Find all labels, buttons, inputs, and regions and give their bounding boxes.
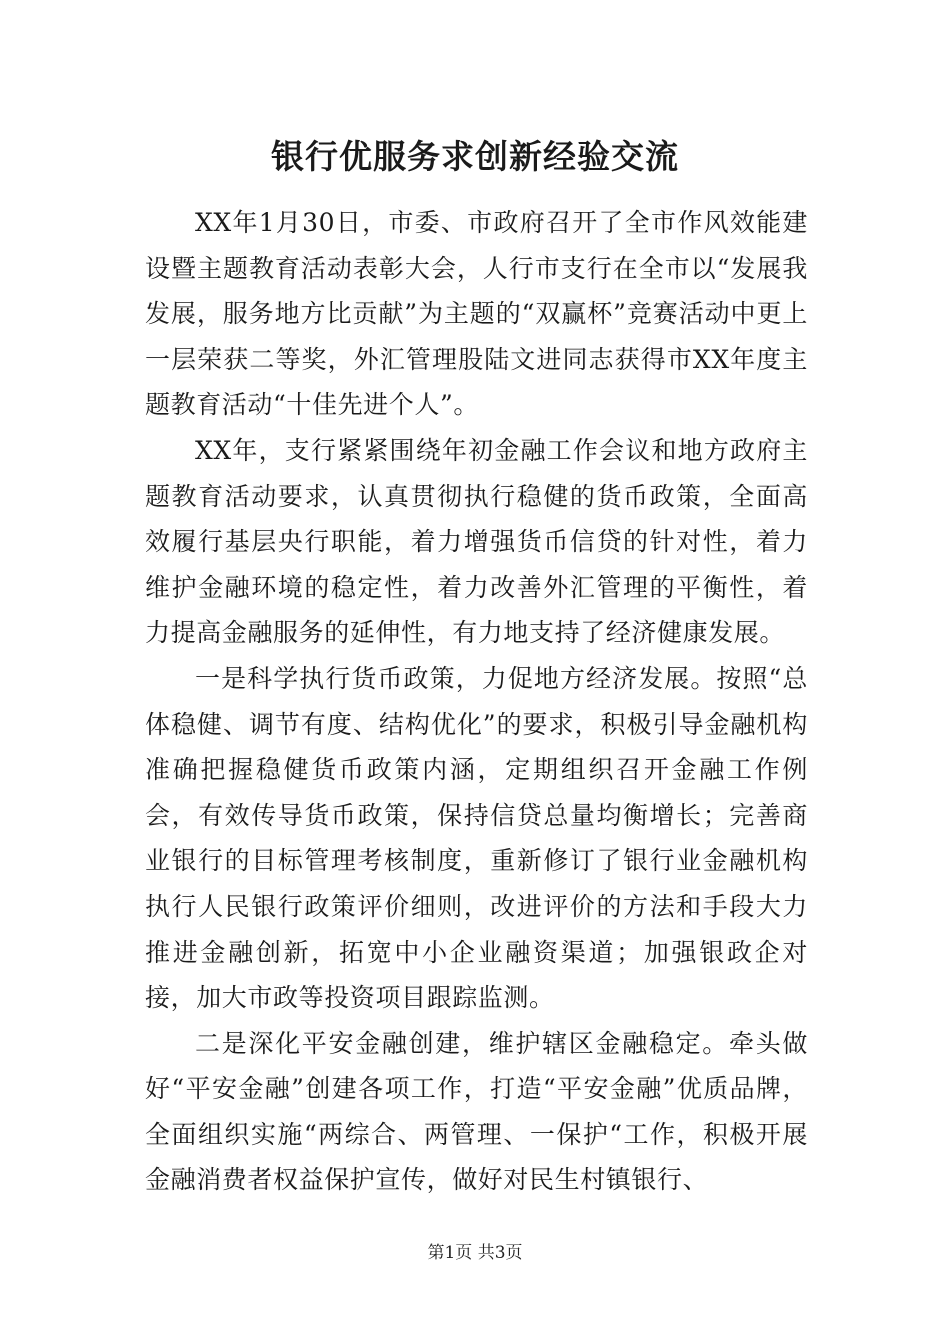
paragraph-4: 二是深化平安金融创建，维护辖区金融稳定。牵头做好“平安金融”创建各项工作，打造“平安金融”优质品牌，全面组织实施“两综合、两管理、一保护“工作，积极开展金融消费者权益保护宣传，做好对民生村镇银行、 <box>145 1028 808 1195</box>
paragraph-3: 一是科学执行货币政策，力促地方经济发展。按照“总体稳健、调节有度、结构优化”的要求，积极引导金融机构准确把握稳健货币政策内涵，定期组织召开金融工作例会，有效传导货币政策，保持信贷总量均衡增长；完善商业银行的目标管理考核制度，重新修订了银行业金融机构执行人民银行政策评价细则，改进评价的方法和手段大力推进金融创新，拓宽中小企业融资渠道；加强银政企对接，加大市政等投资项目跟踪监测。 <box>145 663 808 1013</box>
document-title: 银行优服务求创新经验交流 <box>271 137 679 176</box>
document-body <box>145 200 808 1203</box>
paragraph-2: XX年，支行紧紧围绕年初金融工作会议和地方政府主题教育活动要求，认真贯彻执行稳健的货币政策，全面高效履行基层央行职能，着力增强货币信贷的针对性，着力维护金融环境的稳定性，着力改善外汇管理的平衡性，着力提高金融服务的延伸性，有力地支持了经济健康发展。 <box>145 435 808 648</box>
paragraph-1: XX年1月30日，市委、市政府召开了全市作风效能建设暨主题教育活动表彰大会，人行市支行在全市以“发展我发展，服务地方比贡献”为主题的“双赢杯”竞赛活动中更上一层荣获二等奖，外汇管理股陆文进同志获得市XX年度主题教育活动“十佳先进个人”。 <box>145 208 808 420</box>
page-footer: 第1页 共3页 <box>427 1243 523 1263</box>
